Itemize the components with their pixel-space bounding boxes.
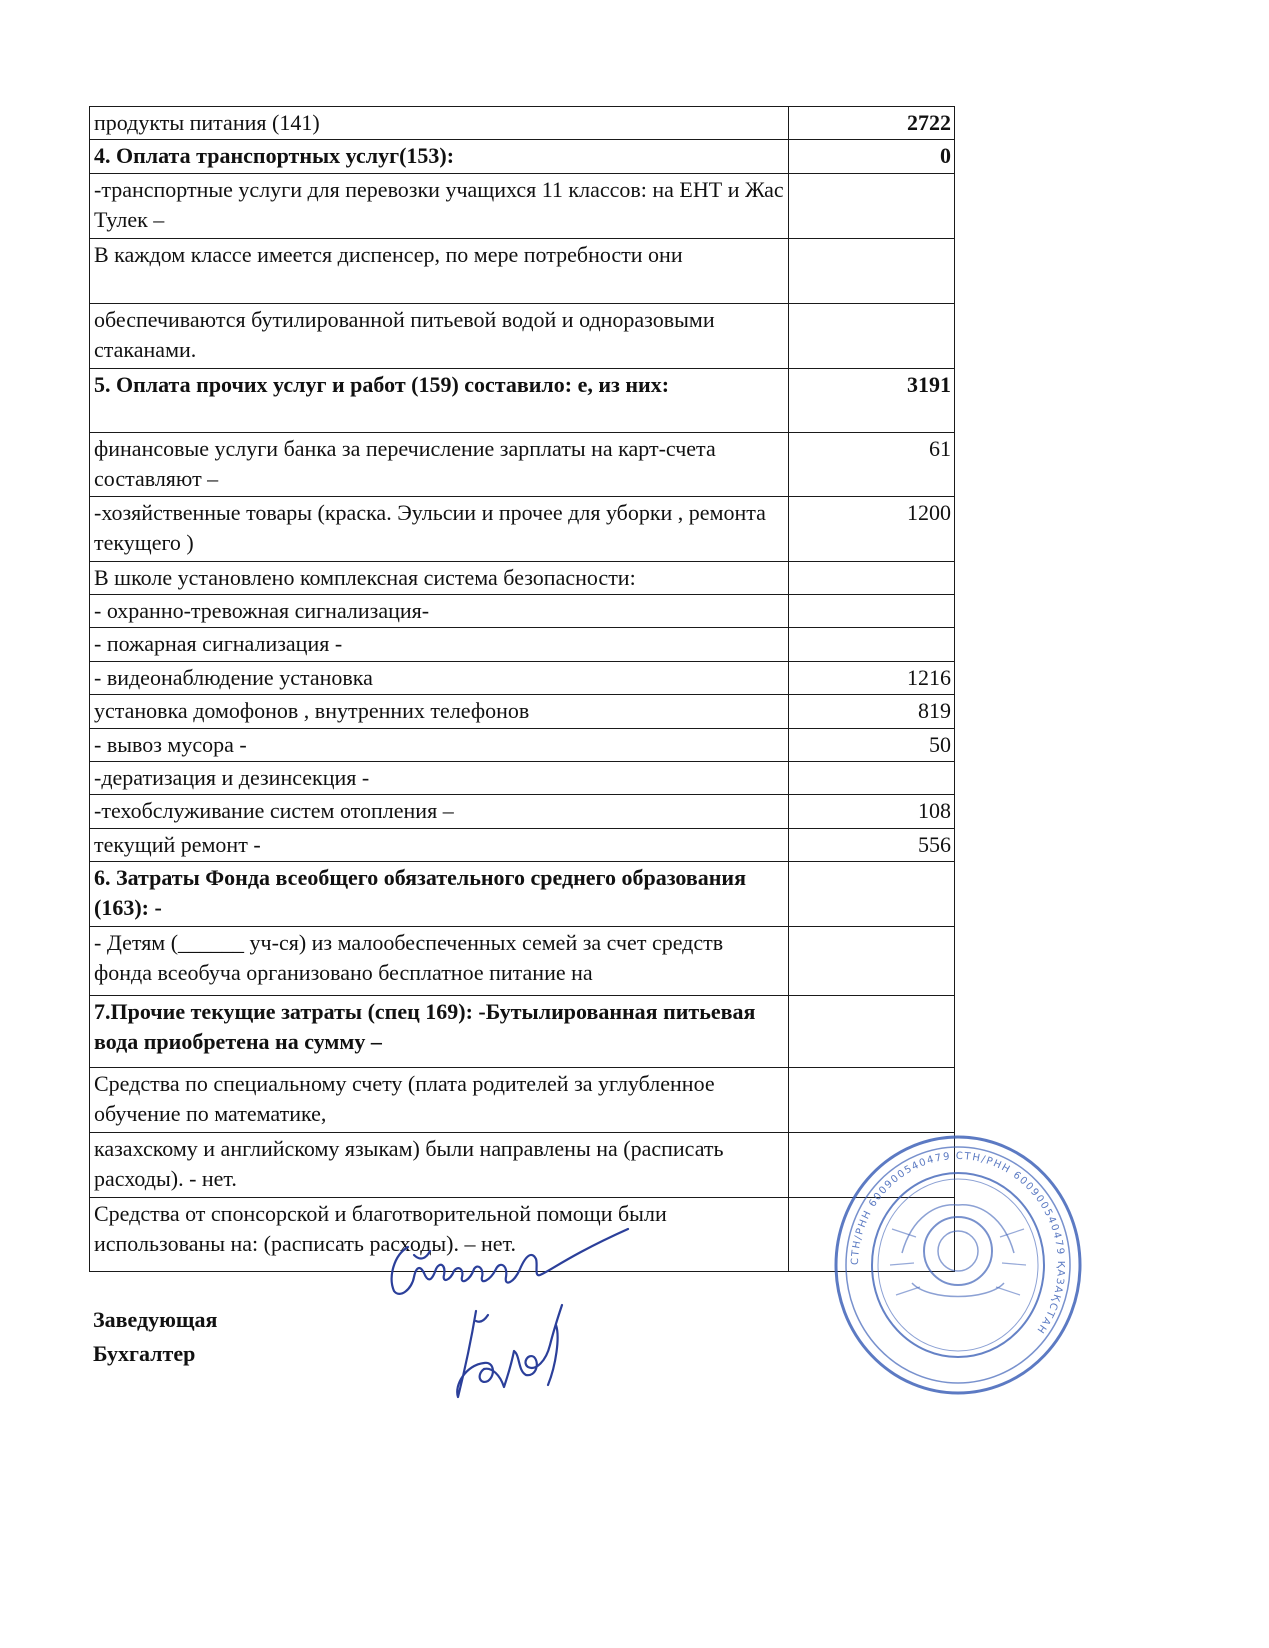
row-label: продукты питания (141)	[90, 107, 789, 140]
table-row	[90, 926, 955, 995]
table-row	[90, 628, 955, 661]
row-amount	[789, 926, 955, 995]
row-amount	[789, 238, 955, 303]
row-amount: 819	[789, 695, 955, 728]
table-row	[90, 795, 955, 828]
row-label: - охранно-тревожная сигнализация-	[90, 595, 789, 628]
table-row	[90, 238, 955, 303]
official-seal	[832, 1133, 1084, 1397]
row-amount	[789, 995, 955, 1067]
row-label: - видеонаблюдение установка	[90, 661, 789, 694]
row-label: финансовые услуги банка за перечисление зарплаты на карт-счета составляют –	[90, 432, 789, 496]
seal-text: СТН/РНН 600900540479 СТН/РНН 600900540479 ҚАЗАҚСТАН	[849, 1150, 1067, 1336]
row-amount: 108	[789, 795, 955, 828]
table-row	[90, 828, 955, 861]
row-amount: 50	[789, 728, 955, 761]
row-label: -хозяйственные товары (краска. Эульсии и прочее для уборки , ремонта текущего )	[90, 496, 789, 561]
row-amount: 556	[789, 828, 955, 861]
row-label: 7.Прочие текущие затраты (спец 169): -Бутылированная питьевая вода приобретена на сумму –	[90, 995, 789, 1067]
row-amount	[789, 303, 955, 368]
head-title: Заведующая	[93, 1307, 218, 1332]
accountant-signature	[457, 1305, 562, 1397]
row-label: - Детям (______ уч-ся) из малообеспеченных семей за счет средств фонда всеобуча организовано бесплатное питание на	[90, 926, 789, 995]
row-label: -техобслуживание систем отопления –	[90, 795, 789, 828]
row-label: текущий ремонт -	[90, 828, 789, 861]
row-amount: 2722	[789, 107, 955, 140]
table-row	[90, 140, 955, 173]
row-label: В каждом классе имеется диспенсер, по мере потребности они	[90, 238, 789, 303]
table-row	[90, 861, 955, 926]
row-amount: 0	[789, 140, 955, 173]
head-signature	[392, 1229, 628, 1294]
table-row	[90, 173, 955, 238]
handwritten-signatures	[380, 1225, 640, 1415]
table-row	[90, 761, 955, 794]
table-row	[90, 728, 955, 761]
row-label: обеспечиваются бутилированной питьевой водой и одноразовыми стаканами.	[90, 303, 789, 368]
table-row	[90, 368, 955, 432]
row-amount: 3191	[789, 368, 955, 432]
expense-report-table	[89, 106, 955, 1272]
table-row	[90, 432, 955, 496]
row-label: 5. Оплата прочих услуг и работ (159) составило: е, из них:	[90, 368, 789, 432]
row-amount	[789, 861, 955, 926]
row-label: 6. Затраты Фонда всеобщего обязательного среднего образования (163): -	[90, 861, 789, 926]
table-row	[90, 661, 955, 694]
row-amount	[789, 561, 955, 594]
row-amount	[789, 1067, 955, 1132]
row-amount	[789, 173, 955, 238]
row-amount: 1200	[789, 496, 955, 561]
row-label: -дератизация и дезинсекция -	[90, 761, 789, 794]
table-row	[90, 595, 955, 628]
row-label: - вывоз мусора -	[90, 728, 789, 761]
row-label: Средства по специальному счету (плата родителей за углубленное обучение по математике,	[90, 1067, 789, 1132]
row-label: -транспортные услуги для перевозки учащихся 11 классов: на ЕНТ и Жас Тулек –	[90, 173, 789, 238]
table-row	[90, 995, 955, 1067]
row-amount	[789, 628, 955, 661]
table-row	[90, 561, 955, 594]
row-label: Средства от спонсорской и благотворительной помощи были использованы на: (расписать расходы). – нет.	[90, 1197, 789, 1271]
table-row	[90, 1067, 955, 1132]
row-label: казахскому и английскому языкам) были направлены на (расписать расходы). - нет.	[90, 1132, 789, 1197]
row-amount	[789, 595, 955, 628]
table-row	[90, 695, 955, 728]
row-amount	[789, 761, 955, 794]
row-amount: 61	[789, 432, 955, 496]
table-row	[90, 303, 955, 368]
row-label: - пожарная сигнализация -	[90, 628, 789, 661]
row-amount: 1216	[789, 661, 955, 694]
row-label: В школе установлено комплексная система безопасности:	[90, 561, 789, 594]
row-label: 4. Оплата транспортных услуг(153):	[90, 140, 789, 173]
signers-block	[93, 1303, 217, 1371]
table-row	[90, 496, 955, 561]
accountant-title: Бухгалтер	[93, 1341, 196, 1367]
table-row	[90, 1132, 955, 1197]
table-row	[90, 107, 955, 140]
row-label: установка домофонов , внутренних телефонов	[90, 695, 789, 728]
